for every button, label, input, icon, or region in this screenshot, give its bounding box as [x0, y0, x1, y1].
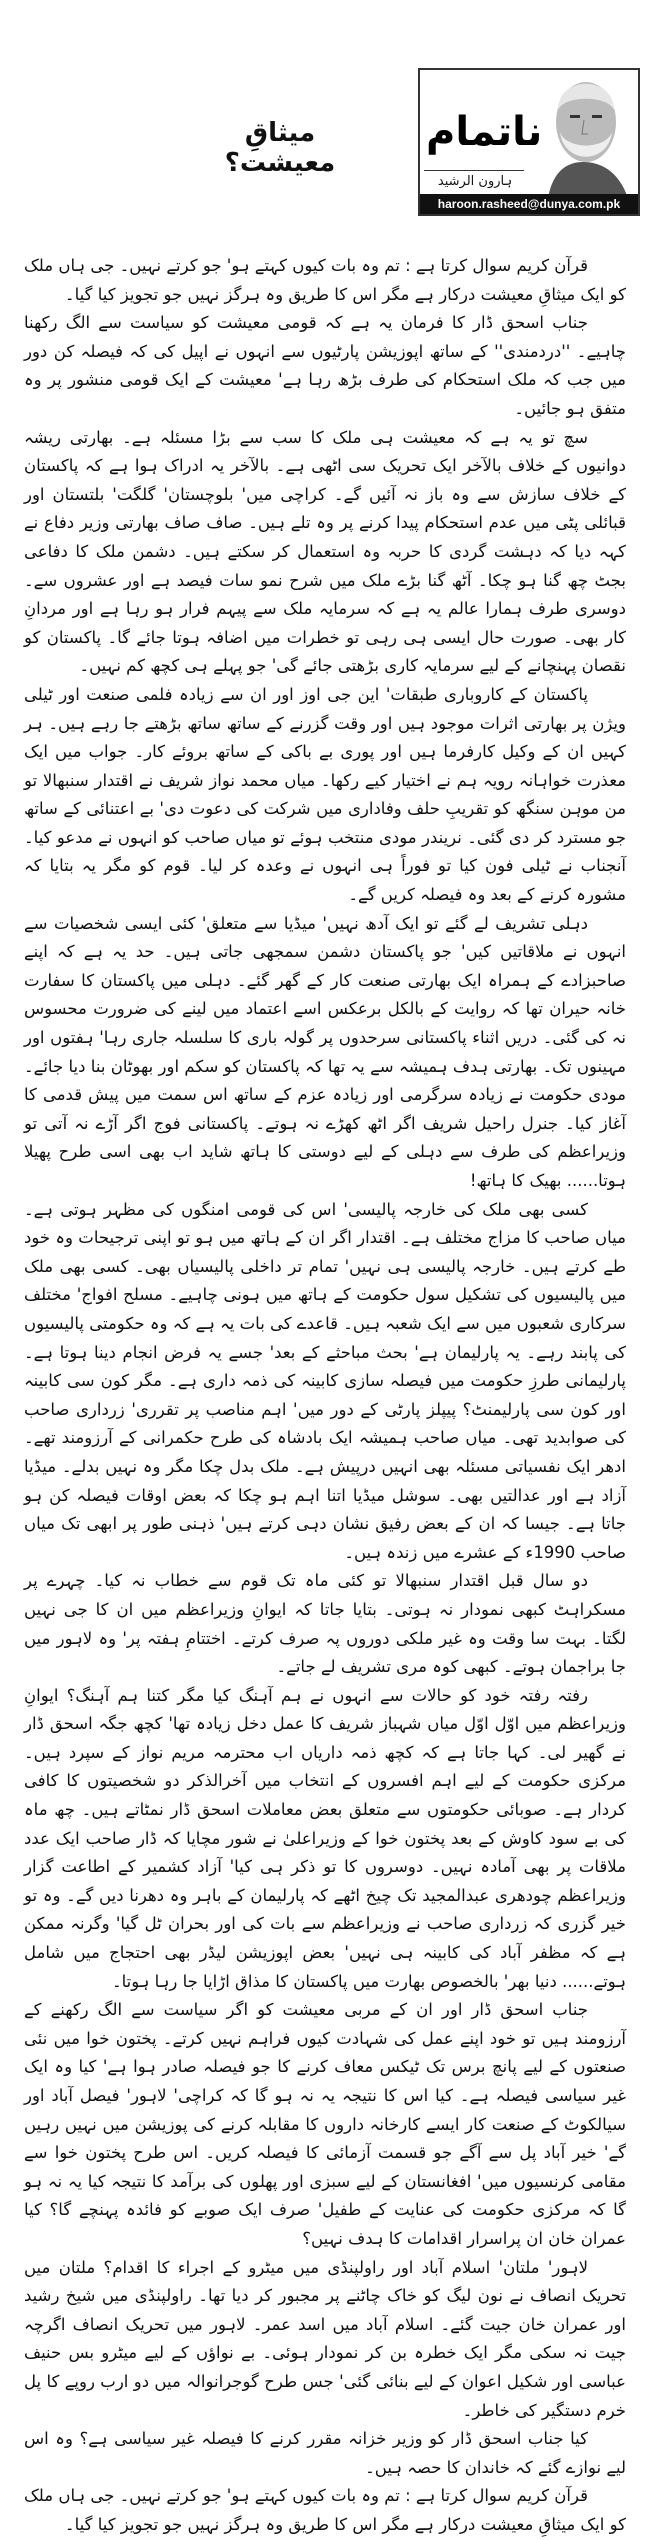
paragraph: قرآن کریم سوال کرتا ہے : تم وہ بات کیوں کہتے ہو' جو کرتے نہیں۔ جی ہاں ملک کو ایک میثاقِ معیشت درکار ہے مگر اس کا طریق وہ ہرگز نہیں جو تجویز کیا گیا۔ — [24, 2486, 626, 2534]
paragraph: دہلی تشریف لے گئے تو ایک آدھ نہیں' میڈیا سے متعلق' کئی ایسی شخصیات سے انہوں نے ملاقاتیں کیں' جو پاکستان دشمن سمجھی جاتی ہیں۔ حد یہ ہے کہ اپنے صاحبزادے کے ہمراہ ایک بھارتی صنعت کار کے گھر گئے۔ دہلی میں پاکستان کا سفارت خانہ حیران تھا کہ روایت کے بالکل برعکس اسے اعتماد میں لینے کی ضرورت محسوس نہ کی گئی۔ دریں اثناء پاکستانی سرحدوں پر گولہ باری کا سلسلہ جاری رہا' ہفتوں اور مہینوں تک۔ بھارتی ہدف ہمیشہ سے یہ تھا کہ پاکستان کو سکم اور بھوٹان بنا دیا جائے۔ مودی حکومت نے زیادہ سرگرمی اور زیادہ عزم کے ساتھ اس سمت میں پیش قدمی کا آغاز کیا۔ جنرل راحیل شریف اگر اٹھ کھڑے نہ ہوتے۔ پاکستانی فوج اگر آڑے نہ آتی تو وزیراعظم کی طرف سے دہلی کے لیے دوستی کا ہاتھ شاید اب بھی اسی طرح پھیلا ہوتا...... بھیک کا ہاتھ! — [24, 913, 626, 1190]
paragraph: لاہور' ملتان' اسلام آباد اور راولپنڈی میں میٹرو کے اجراء کا اقدام؟ ملتان میں تحریک انصاف نے نون لیگ کو خاک چاٹنے پر مجبور کر دیا تھا۔ راولپنڈی میں شیخ رشید اور عمران خان جیت گئے۔ اسلام آباد میں اسد عمر۔ لاہور میں تحریک انصاف اگرچہ جیت نہ سکی مگر ایک خطرہ بن کر نمودار ہوئی۔ بے نواؤں کے لیے میٹرو بس حنیف عباسی اور شکیل اعوان کے لیے بنائی گئی' جس طرح گوجرانوالہ میں دو ارب روپے کا پل خرم دستگیر کی خاطر۔ — [24, 2257, 626, 2420]
author-email: haroon.rasheed@dunya.com.pk — [420, 194, 638, 214]
paragraph: دو سال قبل اقتدار سنبھالا تو کئی ماہ تک قوم سے خطاب نہ کیا۔ چہرے پر مسکراہٹ کبھی نمودار نہ ہوتی۔ بتایا جاتا کہ ایوانِ وزیراعظم میں ان کا جی نہیں لگتا۔ بہت سا وقت وہ غیر ملکی دوروں پہ صرف کرتے۔ اختتامِ ہفتہ پر' وہ لاہور میں جا براجمان ہوتے۔ کبھی کوہ مری تشریف لے جاتے۔ — [24, 1571, 626, 1677]
author-name: ہارون الرشید — [437, 174, 513, 189]
paragraph: کسی بھی ملک کی خارجہ پالیسی' اس کی قومی امنگوں کی مظہر ہوتی ہے۔ میاں صاحب کا مزاج مختلف ہے۔ اقتدار اگر ان کے ہاتھ میں ہو تو اپنی ترجیحات وہ خود طے کرتے ہیں۔ خارجہ پالیسی ہی نہیں' تمام تر داخلی پالیسیاں بھی۔ کسی بھی ملک میں پالیسیوں کی تشکیل سول حکومت کے ہاتھ میں ہونی چاہیے۔ مسلح افواج' مختلف سرکاری شعبوں میں سے ایک شعبہ ہیں۔ قاعدے کی بات یہ ہے کہ وہ حکومتی پالیسیوں کی پابند رہے۔ یہ پارلیمان ہے' بحث مباحثے کے بعد' جسے یہ فرض انجام دینا ہوتا ہے۔ پارلیمانی طرزِ حکومت میں فیصلہ سازی کابینہ کی ذمہ داری ہے۔ مگر کون سی کابینہ اور کون سی پارلیمنٹ؟ پیپلز پارٹی کے دور میں' اہم مناصب پر تقرری' زرداری صاحب کی صوابدید تھی۔ میاں صاحب ہمیشہ ایک بادشاہ کی طرح حکمرانی کے آرزومند تھے۔ ادھر ایک نفسیاتی مسئلہ بھی انہیں درپیش ہے۔ ملک بدل چکا مگر وہ نہیں بدلے۔ میڈیا آزاد ہے اور عدالتیں بھی۔ سوشل میڈیا اتنا اہم ہو چکا کہ بعض اوقات فیصلہ کن ہو جاتا ہے۔ جیسا کہ ان کے بعض رفیق نشان دہی کرتے ہیں' ذہنی طور پر ابھی تک میاں صاحب 1990ء کے عشرے میں زندہ ہیں۔ — [24, 1199, 626, 1562]
paragraph: پاکستان کے کاروباری طبقات' این جی اوز اور ان سے زیادہ فلمی صنعت اور ٹیلی ویژن پر بھارتی اثرات موجود ہیں اور وقت گزرنے کے ساتھ ساتھ بڑھتے جا رہے ہیں۔ ہر کہیں ان کے وکیل کارفرما ہیں اور پوری بے باکی کے ساتھ بروئے کار۔ جواب میں ایک معذرت خواہانہ رویہ ہم نے اختیار کیے رکھا۔ میاں محمد نواز شریف نے اقتدار سنبھالا تو من موہن سنگھ کو تقریبِ حلف وفاداری میں شرکت کی دعوت دی' بے اعتنائی کے ساتھ جو مسترد کر دی گئی۔ نریندر مودی منتخب ہوئے تو میاں صاحب کو انہوں نے مدعو کیا۔ آنجناب نے ٹیلی فون کیا تو فوراً ہی انہوں نے وعدہ کر لیا۔ قوم کو مگر یہ بتایا کہ مشورہ کرنے کے بعد وہ فیصلہ کریں گے۔ — [24, 684, 626, 905]
author-photo — [528, 70, 638, 198]
paragraph: جناب اسحق ڈار کا فرمان یہ ہے کہ قومی معیشت کو سیاست سے الگ رکھنا چاہیے۔ ''دردمندی'' کے ساتھ اپوزیشن پارٹیوں سے انہوں نے اپیل کی کہ فیصلہ کن دور میں جب کہ ملک استحکام کی طرف بڑھ رہا ہے' معیشت کے ایک قومی منشور پر وہ متفق ہو جائیں۔ — [24, 313, 626, 418]
paragraph: سچ تو یہ ہے کہ معیشت ہی ملک کا سب سے بڑا مسئلہ ہے۔ بھارتی ریشہ دوانیوں کے خلاف بالآخر ایک تحریک سی اٹھی ہے۔ بالآخر یہ ادراک ہوا ہے کہ پاکستان کے خلاف سازش سے وہ باز نہ آئیں گے۔ کراچی میں' بلوچستان' گلگت' بلتستان اور قبائلی پٹی میں عدم استحکام پیدا کرنے پر وہ تلے ہیں۔ صاف صاف بھارتی وزیر دفاع نے کہہ دیا کہ دہشت گردی کا حربہ وہ استعمال کر سکتے ہیں۔ دشمن ملک کا دفاعی بجٹ چھ گنا ہو چکا۔ آٹھ گنا بڑے ملک میں شرح نمو سات فیصد ہے اور عشروں سے۔ دوسری طرف ہمارا عالم یہ ہے کہ سرمایہ ملک سے پیہم فرار ہو رہا ہے اور مردانِ کار بھی۔ صورت حال ایسی ہی رہی تو خطرات میں اضافہ ہوتا جائے گا۔ پاکستان کو نقصان پہنچانے کے لیے سرمایہ کاری بڑھتی جائے گی' جو پہلے ہی کچھ کم نہیں۔ — [24, 427, 626, 676]
paragraph: کیا جناب اسحق ڈار کو وزیر خزانہ مقرر کرنے کا فیصلہ غیر سیاسی ہے؟ وہ اس لیے نوازے گئے کہ خاندان کا حصہ ہیں۔ — [24, 2429, 626, 2477]
column-title: میثاقِ معیشت؟ — [224, 118, 336, 178]
paragraph: جناب اسحق ڈار اور ان کے مربی معیشت کو اگر سیاست سے الگ رکھنے کے آرزومند ہیں تو خود اپنے عمل کی شہادت کیوں فراہم نہیں کرتے۔ پختون خوا میں نئی صنعتوں کے لیے پانچ برس تک ٹیکس معاف کرنے کا جو فیصلہ صادر ہوا ہے' کیا وہ ایک غیر سیاسی فیصلہ ہے۔ کیا اس کا نتیجہ یہ نہ ہو گا کہ کراچی' لاہور' فیصل آباد اور سیالکوٹ کے صنعت کار ایسے کارخانہ داروں کا مقابلہ کرنے کی پوزیشن میں نہیں رہیں گے' خیر آباد پل سے آگے جو قسمت آزمائی کا فیصلہ کریں۔ اس طرح پختون خوا سے مقامی کرنسیوں میں' افغانستان کے لیے سبزی اور پھلوں کی برآمد کا نتیجہ کیا یہ نہ ہو گا کہ مرکزی حکومت کی عنایت کے طفیل' صرف ایک صوبے کو فائدہ پہنچے گا؟ کیا عمران خان ان پراسرار اقدامات کا ہدف نہیں؟ — [24, 2000, 626, 2248]
divider — [424, 170, 524, 171]
column-series-name: ناتمام — [426, 109, 543, 155]
columnist-badge — [418, 68, 640, 216]
article-body — [24, 252, 626, 2540]
paragraph: قرآن کریم سوال کرتا ہے : تم وہ بات کیوں کہتے ہو' جو کرتے نہیں۔ جی ہاں ملک کو ایک میثاقِ معیشت درکار ہے مگر اس کا طریق وہ ہرگز نہیں جو تجویز کیا گیا۔ — [24, 256, 626, 304]
paragraph: رفتہ رفتہ خود کو حالات سے انہوں نے ہم آہنگ کیا مگر کتنا ہم آہنگ؟ ایوانِ وزیراعظم میں اوّل اوّل میاں شہباز شریف کا عمل دخل زیادہ تھا' کچھ جگہ اسحق ڈار نے گھیر لی۔ کہا جاتا ہے کہ کچھ ذمہ داریاں اب محترمہ مریم نواز کے سپرد ہیں۔ مرکزی حکومت کے لیے اہم افسروں کے انتخاب میں آخرالذکر دو شخصیتوں کا کافی کردار ہے۔ صوبائی حکومتوں سے متعلق بعض معاملات اسحق ڈار نمٹاتے ہیں۔ چھ ماہ کی بے سود کاوش کے بعد پختون خوا کے وزیراعلیٰ نے شور مچایا کہ ڈار صاحب ایک عدد ملاقات پر بھی آمادہ نہیں۔ دوسروں کا تو ذکر ہی کیا' آزاد کشمیر کے اطاعت گزار وزیراعظم چودھری عبدالمجید تک چیخ اٹھے کہ پارلیمان کے باہر وہ دھرنا دیں گے۔ وہ تو خیر گزری کہ زرداری صاحب نے وزیراعظم سے بات کی اور بحران ٹل گیا' وگرنہ ممکن ہے کہ مظفر آباد کی کابینہ ہی نہیں' بعض اپوزیشن لیڈر بھی احتجاج میں شامل ہوتے...... دنیا بھر' بالخصوص بھارت میں پاکستان کا مذاق اڑایا جا رہا ہوتا۔ — [24, 1685, 626, 1991]
